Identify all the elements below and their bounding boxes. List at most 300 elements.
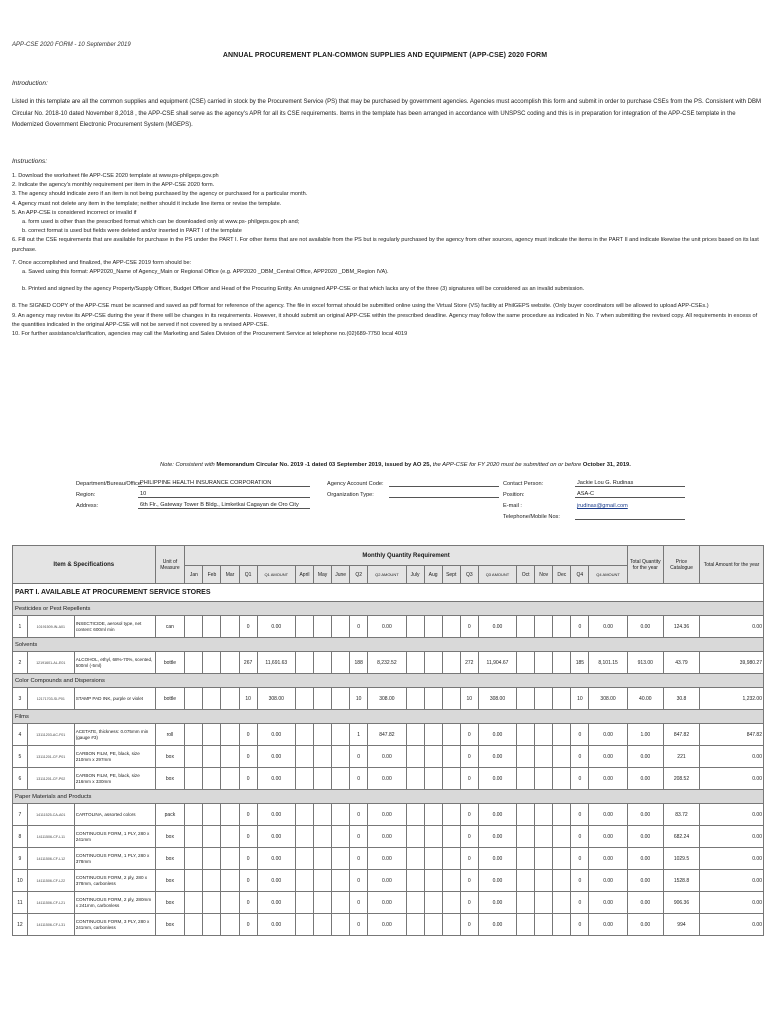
month-qty-cell[interactable] [314,616,332,638]
item-description: ACETATE, thickness: 0.075mm min (gauge #3) [74,724,155,746]
table-row [13,652,764,674]
q1-qty: 0 [239,746,257,768]
q3-amount: 0.00 [478,724,516,746]
month-qty-cell[interactable] [517,826,535,848]
item-code: 13111201-CF-P01 [27,746,74,768]
q4-qty: 0 [571,914,589,936]
month-qty-cell[interactable] [553,892,571,914]
col-q4-amount: Q4 AMOUNT [589,566,627,584]
col-q2-amount: Q2 AMOUNT [368,566,406,584]
total-quantity: 0.00 [627,616,663,638]
item-description: CARBON FILM, PE, black, size 210mm x 297mm [74,746,155,768]
unit-of-measure: pack [155,804,185,826]
q3-amount: 11,904.67 [478,652,516,674]
month-qty-cell[interactable] [295,724,313,746]
q3-amount: 0.00 [478,892,516,914]
month-qty-cell[interactable] [314,848,332,870]
month-qty-cell[interactable] [221,652,239,674]
month-qty-cell[interactable] [553,616,571,638]
col-nov: Nov [535,566,553,584]
month-qty-cell[interactable] [424,724,442,746]
instruction-7b: b. Printed and signed by the agency Property/Supply Officer, Budget Officer and Head of the Procuring Entity. An unsigned APP-CSE or that which lacks any of the three (3) signatures will be considered as an invalid submission. [22,286,585,293]
month-qty-cell[interactable] [185,688,203,710]
month-qty-cell[interactable] [332,804,350,826]
instruction-10: 10. For further assistance/clarification, agencies may call the Marketing and Sales Division of the Procurement Service at telephone no.(02)689-7750 local 4019 [12,331,408,338]
month-qty-cell[interactable] [332,892,350,914]
month-qty-cell[interactable] [203,892,221,914]
q4-qty: 0 [571,826,589,848]
month-qty-cell[interactable] [517,652,535,674]
price-catalogue: 847.82 [663,724,699,746]
q1-amount: 0.00 [257,870,295,892]
month-qty-cell[interactable] [553,652,571,674]
instruction-4: 4. Agency must not delete any item in the template; neither should it include line items or revise the template. [12,200,282,207]
total-amount: 0.00 [700,870,764,892]
q1-amount: 0.00 [257,826,295,848]
month-qty-cell[interactable] [406,914,424,936]
region-label: Region: [76,492,96,498]
month-qty-cell[interactable] [221,724,239,746]
unit-of-measure: bottle [155,688,185,710]
q4-amount: 0.00 [589,724,627,746]
email-link[interactable]: jrudinas@gmail.com [577,503,628,509]
q2-amount: 0.00 [368,892,406,914]
month-qty-cell[interactable] [553,826,571,848]
month-qty-cell[interactable] [295,870,313,892]
q3-amount: 0.00 [478,826,516,848]
q1-amount: 308.00 [257,688,295,710]
month-qty-cell[interactable] [442,768,460,790]
q4-amount: 8,101.15 [589,652,627,674]
month-qty-cell[interactable] [424,616,442,638]
month-qty-cell[interactable] [314,804,332,826]
col-total-qty: Total Quantity for the year [627,546,663,584]
q2-amount: 0.00 [368,870,406,892]
col-uom: Unit of Measure [155,546,185,584]
instructions-list [12,172,764,339]
q4-qty: 10 [571,688,589,710]
unit-of-measure: box [155,870,185,892]
month-qty-cell[interactable] [332,652,350,674]
month-qty-cell[interactable] [442,826,460,848]
month-qty-cell[interactable] [424,768,442,790]
item-code: 14111506-CF-L12 [27,848,74,870]
table-row [13,768,764,790]
month-qty-cell[interactable] [442,848,460,870]
phone-label: Telephone/Mobile Nos: [503,514,560,520]
item-description: INSECTICIDE, aerosol type, net content: 600ml min [74,616,155,638]
month-qty-cell[interactable] [185,892,203,914]
row-number: 3 [13,688,28,710]
q2-amount: 847.82 [368,724,406,746]
row-number: 4 [13,724,28,746]
month-qty-cell[interactable] [314,768,332,790]
row-number: 6 [13,768,28,790]
month-qty-cell[interactable] [221,746,239,768]
month-qty-cell[interactable] [535,848,553,870]
month-qty-cell[interactable] [332,914,350,936]
total-quantity: 0.00 [627,892,663,914]
month-qty-cell[interactable] [185,616,203,638]
q3-qty: 272 [460,652,478,674]
q2-amount: 0.00 [368,914,406,936]
dept-label: Department/Bureau/Office: [76,481,143,487]
month-qty-cell[interactable] [203,616,221,638]
month-qty-cell[interactable] [535,616,553,638]
q4-amount: 0.00 [589,826,627,848]
month-qty-cell[interactable] [221,768,239,790]
month-qty-cell[interactable] [535,870,553,892]
price-catalogue: 682.24 [663,826,699,848]
q2-qty: 10 [350,688,368,710]
month-qty-cell[interactable] [406,724,424,746]
col-dec: Dec [553,566,571,584]
row-number: 7 [13,804,28,826]
month-qty-cell[interactable] [553,804,571,826]
month-qty-cell[interactable] [332,848,350,870]
month-qty-cell[interactable] [517,804,535,826]
price-catalogue: 30.8 [663,688,699,710]
q1-qty: 0 [239,914,257,936]
month-qty-cell[interactable] [203,870,221,892]
q1-amount: 0.00 [257,892,295,914]
month-qty-cell[interactable] [203,652,221,674]
month-qty-cell[interactable] [535,724,553,746]
month-qty-cell[interactable] [406,768,424,790]
instruction-3: 3. The agency should indicate zero if an item is not being purchased by the agency or purchased for a particular month. [12,191,308,198]
month-qty-cell[interactable] [295,652,313,674]
month-qty-cell[interactable] [221,826,239,848]
month-qty-cell[interactable] [203,746,221,768]
month-qty-cell[interactable] [424,688,442,710]
month-qty-cell[interactable] [517,746,535,768]
month-qty-cell[interactable] [517,768,535,790]
q3-qty: 10 [460,688,478,710]
instruction-6: 6. Fill out the CSE requirements that are available for purchase in the PS under the PART I. For other items that are not available from the PS but is regularly purchased by the agency from other sources, agency must indicate the items in the PART II and indicate likewise the unit prices based on its last purchase. [12,237,759,253]
q1-qty: 10 [239,688,257,710]
q1-amount: 0.00 [257,616,295,638]
month-qty-cell[interactable] [517,848,535,870]
row-number: 1 [13,616,28,638]
month-qty-cell[interactable] [406,652,424,674]
col-jan: Jan [185,566,203,584]
month-qty-cell[interactable] [185,652,203,674]
month-qty-cell[interactable] [517,870,535,892]
q4-qty: 0 [571,804,589,826]
month-qty-cell[interactable] [314,724,332,746]
month-qty-cell[interactable] [221,616,239,638]
q2-qty: 0 [350,914,368,936]
introduction-text: Listed in this template are all the common supplies and equipment (CSE) carried in stock by the Procurement Service (PS) that may be purchased by government agencies. Agencies must accomplish this form and submit in order to purchase CSEs from the PS. Consistent with DBM Circular No. 2018-10 dated November 8,2018 , the APP-CSE shall serve as the agency's APR for all its CSE requirements. Items in the template has been arranged in accordance with UNSPSC coding and this is in preparation for integration of the APP-CSE template in the Modernized Government Electronic Procurement System (MGEPS). [12,99,762,128]
month-qty-cell[interactable] [442,804,460,826]
dept-field[interactable]: PHILIPPINE HEALTH INSURANCE CORPORATION [138,480,310,487]
month-qty-cell[interactable] [517,892,535,914]
row-number: 11 [13,892,28,914]
q4-amount: 0.00 [589,848,627,870]
month-qty-cell[interactable] [221,804,239,826]
contact-field[interactable]: Jackie Lou G. Rudinas [575,480,685,487]
month-qty-cell[interactable] [442,652,460,674]
month-qty-cell[interactable] [185,768,203,790]
col-q2: Q2 [350,566,368,584]
month-qty-cell[interactable] [406,892,424,914]
q1-amount: 0.00 [257,768,295,790]
month-qty-cell[interactable] [442,892,460,914]
total-amount: 0.00 [700,914,764,936]
q2-qty: 1 [350,724,368,746]
month-qty-cell[interactable] [314,688,332,710]
month-qty-cell[interactable] [221,870,239,892]
col-q4: Q4 [571,566,589,584]
month-qty-cell[interactable] [203,848,221,870]
category-row: Solvents [13,638,764,652]
total-quantity: 0.00 [627,804,663,826]
q3-qty: 0 [460,724,478,746]
q2-amount: 0.00 [368,804,406,826]
account-code-field[interactable] [389,486,499,487]
form-reference: APP-CSE 2020 FORM - 10 September 2019 [12,42,131,48]
month-qty-cell[interactable] [535,914,553,936]
month-qty-cell[interactable] [221,688,239,710]
q2-qty: 0 [350,616,368,638]
month-qty-cell[interactable] [553,746,571,768]
month-qty-cell[interactable] [295,746,313,768]
item-description: CONTINUOUS FORM, 1 PLY, 280 x 241mm [74,826,155,848]
month-qty-cell[interactable] [553,848,571,870]
month-qty-cell[interactable] [535,826,553,848]
month-qty-cell[interactable] [424,914,442,936]
row-number: 5 [13,746,28,768]
item-code: 12171703-SI-P01 [27,688,74,710]
month-qty-cell[interactable] [406,746,424,768]
item-code: 14111525-CA-A01 [27,804,74,826]
month-qty-cell[interactable] [314,652,332,674]
month-qty-cell[interactable] [332,768,350,790]
q3-amount: 0.00 [478,804,516,826]
month-qty-cell[interactable] [517,914,535,936]
org-type-field[interactable] [389,497,499,498]
month-qty-cell[interactable] [406,688,424,710]
q4-qty: 0 [571,768,589,790]
item-description: ALCOHOL, ethyl, 68%-70%, scented, 500ml (-5ml) [74,652,155,674]
month-qty-cell[interactable] [314,892,332,914]
month-qty-cell[interactable] [295,616,313,638]
month-qty-cell[interactable] [314,826,332,848]
unit-of-measure: box [155,826,185,848]
phone-field[interactable] [575,519,685,520]
month-qty-cell[interactable] [406,826,424,848]
col-june: June [332,566,350,584]
total-amount: 0.00 [700,804,764,826]
instruction-5a: a. form used is other than the prescribed format which can be downloaded only at www.ps- philgeps.gov.ph and; [22,219,300,226]
month-qty-cell[interactable] [517,616,535,638]
part-1-heading: PART I. AVAILABLE AT PROCUREMENT SERVICE STORES [13,584,764,602]
agency-info-left [76,476,310,509]
unit-of-measure: box [155,892,185,914]
month-qty-cell[interactable] [442,870,460,892]
unit-of-measure: box [155,914,185,936]
q2-amount: 308.00 [368,688,406,710]
month-qty-cell[interactable] [535,804,553,826]
month-qty-cell[interactable] [203,724,221,746]
category-pesticides [13,602,764,616]
unit-of-measure: roll [155,724,185,746]
month-qty-cell[interactable] [424,848,442,870]
q4-qty: 0 [571,892,589,914]
month-qty-cell[interactable] [332,688,350,710]
month-qty-cell[interactable] [553,768,571,790]
month-qty-cell[interactable] [314,870,332,892]
month-qty-cell[interactable] [553,870,571,892]
month-qty-cell[interactable] [185,804,203,826]
month-qty-cell[interactable] [295,688,313,710]
instruction-7a: a. Saved using this format: APP2020_Name of Agency_Main or Regional Office (e.g. APP2020 _DBM_Central Office, APP2020 _DBM_Region IVA). [22,269,389,276]
month-qty-cell[interactable] [424,652,442,674]
q1-qty: 0 [239,804,257,826]
month-qty-cell[interactable] [203,826,221,848]
month-qty-cell[interactable] [295,892,313,914]
total-quantity: 0.00 [627,746,663,768]
month-qty-cell[interactable] [442,724,460,746]
total-quantity: 0.00 [627,768,663,790]
month-qty-cell[interactable] [203,768,221,790]
month-qty-cell[interactable] [203,914,221,936]
month-qty-cell[interactable] [535,892,553,914]
month-qty-cell[interactable] [185,870,203,892]
item-code: 10191509-IN-A01 [27,616,74,638]
q1-qty: 267 [239,652,257,674]
month-qty-cell[interactable] [406,870,424,892]
address-field[interactable]: 6th Flr., Gateway Tower B Bldg., Limketkai Cagayan de Oro City [138,502,310,509]
item-code: 14111506-CF-L22 [27,870,74,892]
region-field[interactable]: 10 [138,491,310,498]
month-qty-cell[interactable] [332,826,350,848]
item-description: CARBON FILM, PE, black, size 216mm x 330mm [74,768,155,790]
month-qty-cell[interactable] [295,826,313,848]
col-may: May [314,566,332,584]
q2-amount: 0.00 [368,848,406,870]
month-qty-cell[interactable] [314,746,332,768]
total-quantity: 0.00 [627,848,663,870]
position-field[interactable]: ASA-C [575,491,685,498]
month-qty-cell[interactable] [332,616,350,638]
month-qty-cell[interactable] [553,724,571,746]
month-qty-cell[interactable] [535,688,553,710]
month-qty-cell[interactable] [517,688,535,710]
col-q3: Q3 [460,566,478,584]
month-qty-cell[interactable] [406,848,424,870]
q4-qty: 0 [571,724,589,746]
month-qty-cell[interactable] [442,746,460,768]
month-qty-cell[interactable] [221,914,239,936]
month-qty-cell[interactable] [295,848,313,870]
col-sept: Sept [442,566,460,584]
month-qty-cell[interactable] [221,848,239,870]
category-row: Pesticides or Pest Repellents [13,602,764,616]
price-catalogue: 221 [663,746,699,768]
month-qty-cell[interactable] [535,768,553,790]
month-qty-cell[interactable] [424,892,442,914]
month-qty-cell[interactable] [203,688,221,710]
month-qty-cell[interactable] [424,870,442,892]
month-qty-cell[interactable] [553,914,571,936]
month-qty-cell[interactable] [517,724,535,746]
q3-qty: 0 [460,848,478,870]
q1-amount: 0.00 [257,804,295,826]
price-catalogue: 124.36 [663,616,699,638]
month-qty-cell[interactable] [314,914,332,936]
item-code: 12191601-AL-E01 [27,652,74,674]
total-amount: 39,980.27 [700,652,764,674]
col-q1: Q1 [239,566,257,584]
table-row [13,688,764,710]
q4-amount: 0.00 [589,804,627,826]
month-qty-cell[interactable] [424,746,442,768]
q2-qty: 188 [350,652,368,674]
month-qty-cell[interactable] [185,848,203,870]
category-row: Color Compounds and Dispersions [13,674,764,688]
month-qty-cell[interactable] [442,688,460,710]
month-qty-cell[interactable] [332,724,350,746]
month-qty-cell[interactable] [295,768,313,790]
month-qty-cell[interactable] [535,746,553,768]
row-number: 9 [13,848,28,870]
item-code: 14111506-CF-L11 [27,826,74,848]
month-qty-cell[interactable] [332,746,350,768]
col-aug: Aug [424,566,442,584]
total-quantity: 40.00 [627,688,663,710]
unit-of-measure: box [155,768,185,790]
month-qty-cell[interactable] [295,804,313,826]
price-catalogue: 994 [663,914,699,936]
q3-amount: 308.00 [478,688,516,710]
contact-label: Contact Person: [503,481,544,487]
month-qty-cell[interactable] [332,870,350,892]
total-amount: 0.00 [700,892,764,914]
col-item: Item & Specifications [13,546,156,584]
month-qty-cell[interactable] [535,652,553,674]
total-amount: 1,232.00 [700,688,764,710]
account-code-label: Agency Account Code: [327,481,384,487]
q4-qty: 0 [571,616,589,638]
month-qty-cell[interactable] [424,826,442,848]
q4-amount: 0.00 [589,870,627,892]
instruction-2: 2. Indicate the agency's monthly requirement per item in the APP-CSE 2020 form. [12,182,215,189]
col-q1-amount: Q1 AMOUNT [257,566,295,584]
month-qty-cell[interactable] [424,804,442,826]
month-qty-cell[interactable] [185,914,203,936]
month-qty-cell[interactable] [221,892,239,914]
total-amount: 847.82 [700,724,764,746]
month-qty-cell[interactable] [203,804,221,826]
month-qty-cell[interactable] [185,826,203,848]
month-qty-cell[interactable] [442,914,460,936]
unit-of-measure: bottle [155,652,185,674]
month-qty-cell[interactable] [406,616,424,638]
total-quantity: 1.00 [627,724,663,746]
table-row [13,848,764,870]
month-qty-cell[interactable] [553,688,571,710]
month-qty-cell[interactable] [442,616,460,638]
col-july: July [406,566,424,584]
month-qty-cell[interactable] [185,746,203,768]
item-description: CONTINUOUS FORM, 2 ply, 280mm x 241mm, carbonless [74,892,155,914]
total-quantity: 0.00 [627,826,663,848]
month-qty-cell[interactable] [295,914,313,936]
month-qty-cell[interactable] [406,804,424,826]
month-qty-cell[interactable] [185,724,203,746]
table-row [13,804,764,826]
